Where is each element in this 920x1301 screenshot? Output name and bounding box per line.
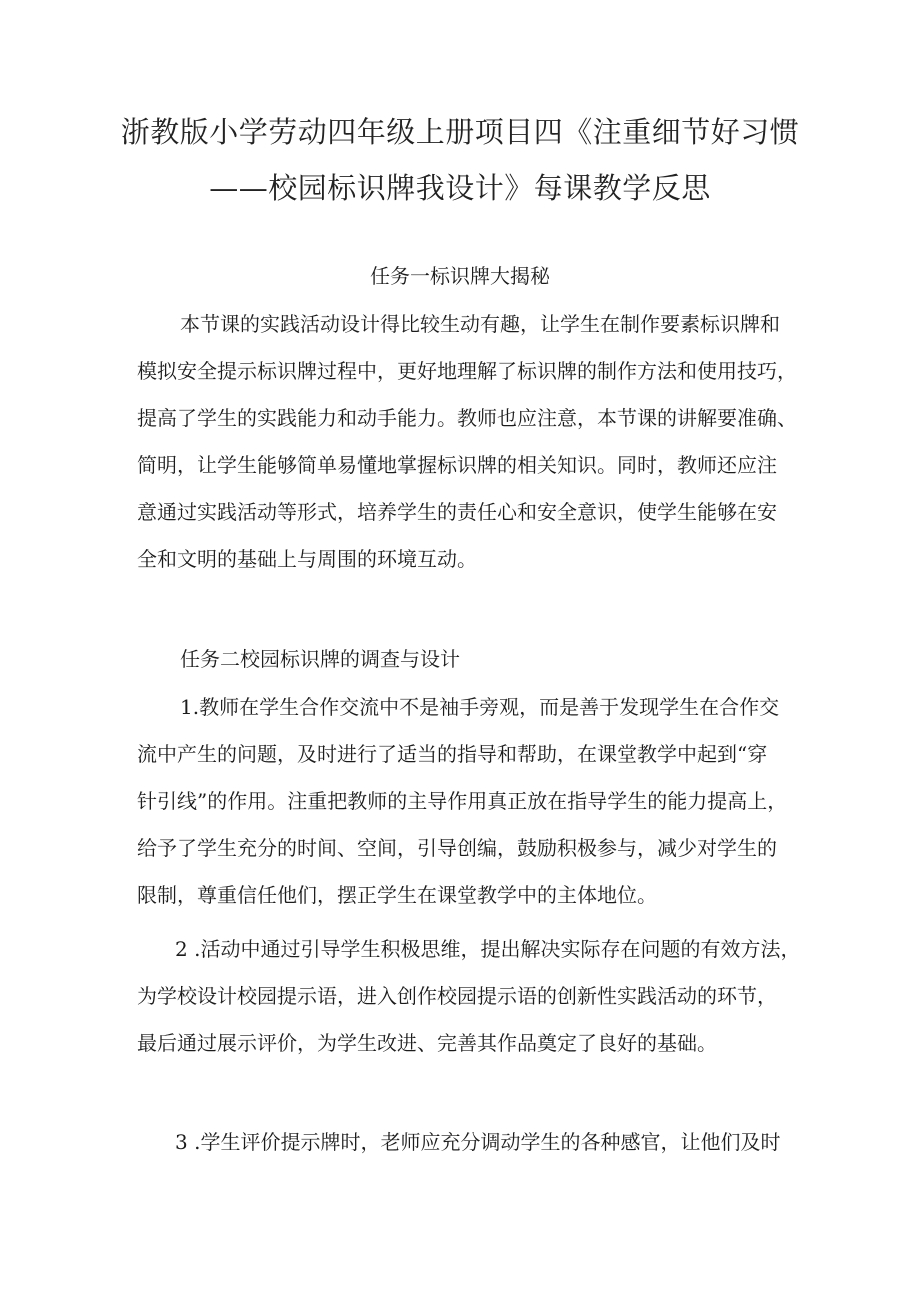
document-title-line-1: 浙教版小学劳动四年级上册项目四《注重细节好习惯 [120, 115, 800, 149]
section-2-heading: 任务二校园标识牌的调查与设计 [180, 647, 460, 671]
section-2-item-1-line: 流中产生的问题，及时进行了适当的指导和帮助，在课堂教学中起到“穿 [137, 742, 768, 766]
section-2-item-1-line: 针引线”的作用。注重把教师的主导作用真正放在指导学生的能力提高上， [137, 789, 788, 813]
section-1-paragraph-line: 模拟安全提示标识牌过程中，更好地理解了标识牌的制作方法和使用技巧， [137, 359, 797, 383]
document-title-line-2: ——校园标识牌我设计》每课教学反思 [209, 171, 711, 205]
section-2-item-1-line: 给予了学生充分的时间、空间，引导创编，鼓励积极参与，减少对学生的 [137, 836, 777, 860]
section-1-paragraph-line: 本节课的实践活动设计得比较生动有趣，让学生在制作要素标识牌和 [180, 312, 780, 336]
section-1-paragraph-line: 简明，让学生能够简单易懂地掌握标识牌的相关知识。同时，教师还应注 [137, 453, 777, 477]
section-2-item-3-line: 3 .学生评价提示牌时，老师应充分调动学生的各种感官，让他们及时 [175, 1130, 781, 1154]
section-1-paragraph-line: 意通过实践活动等形式，培养学生的责任心和安全意识，使学生能够在安 [137, 500, 777, 524]
section-2-item-1-line: 1.教师在学生合作交流中不是袖手旁观，而是善于发现学生在合作交 [180, 695, 780, 719]
section-2-item-2-line: 2 .活动中通过引导学生积极思维，提出解决实际存在问题的有效方法， [175, 937, 801, 961]
section-2-item-1-line: 限制，尊重信任他们，摆正学生在课堂教学中的主体地位。 [137, 883, 657, 907]
section-1-heading: 任务一标识牌大揭秘 [370, 264, 550, 288]
section-1-paragraph-line: 提高了学生的实践能力和动手能力。教师也应注意，本节课的讲解要准确、 [137, 406, 797, 430]
section-2-item-2-line: 为学校设计校园提示语，进入创作校园提示语的创新性实践活动的环节， [137, 984, 777, 1008]
section-1-paragraph-line: 全和文明的基础上与周围的环境互动。 [137, 547, 477, 571]
section-2-item-2-line: 最后通过展示评价，为学生改进、完善其作品奠定了良好的基础。 [137, 1031, 717, 1055]
